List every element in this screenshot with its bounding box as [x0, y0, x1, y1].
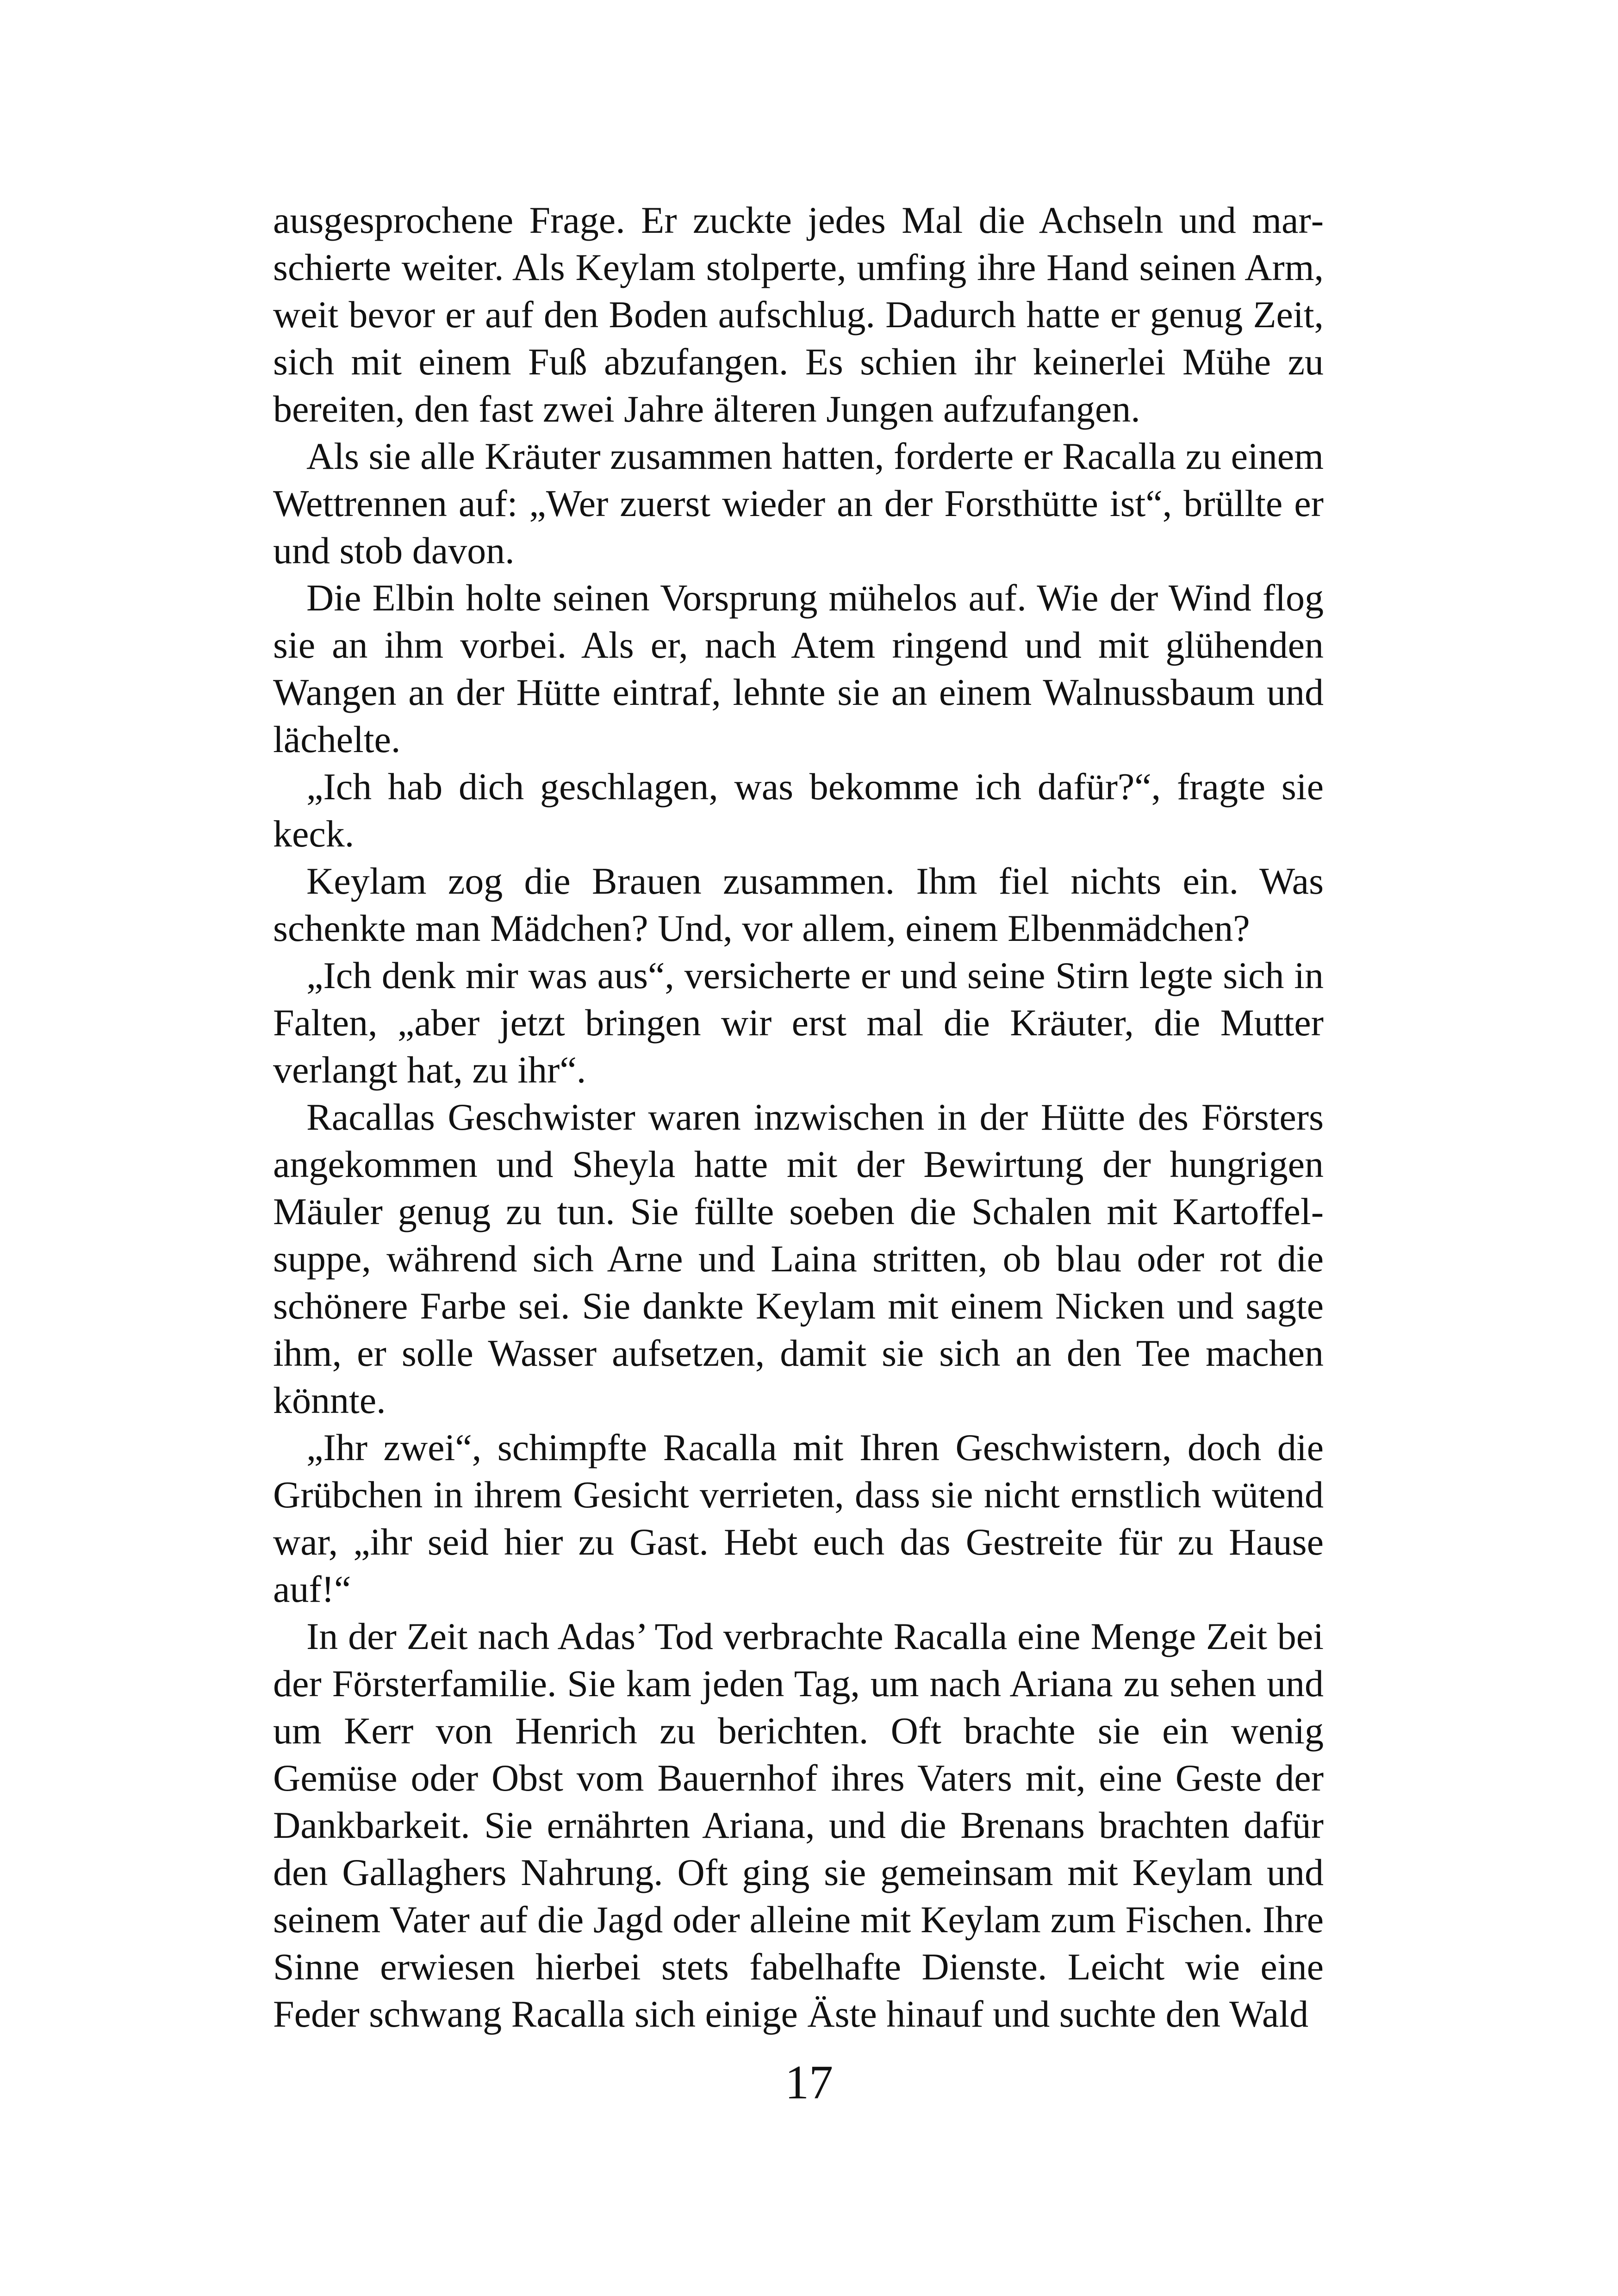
paragraph: Keylam zog die Brauen zusammen. Ihm fiel nichts ein. Was schenkte man Mädchen? Und, vor allem, einem Elbenmädchen?: [273, 860, 1324, 949]
paragraph: Racallas Geschwister waren inzwischen in der Hütte des Försters angekommen und Sheyla hatte mit der Bewirtung der hungrigen Mäuler genug zu tun. Sie füllte soeben die Schalen mit Kartoffelsuppe, während sich Arne und Laina stritten, ob blau oder rot die schönere Farbe sei. Sie dankte Keylam mit einem Nicken und sagte ihm, er solle Wasser aufsetzen, damit sie sich an den Tee machen könnte.: [273, 1096, 1324, 1421]
paragraph-continuation: ausgesprochene Frage. Er zuckte jedes Mal die Achseln und marschierte weiter. Als Keylam stolperte, umfing ihre Hand seinen Arm, weit bevor er auf den Boden aufschlug. Dadurch hatte er genug Zeit, sich mit einem Fuß abzufangen. Es schien ihr keinerlei Mühe zu bereiten, den fast zwei Jahre älteren Jungen aufzufangen.: [273, 199, 1324, 430]
paragraph: „Ich hab dich geschlagen, was bekomme ich dafür?“, fragte sie keck.: [273, 765, 1324, 855]
paragraph: Die Elbin holte seinen Vorsprung mühelos auf. Wie der Wind flog sie an ihm vorbei. Als er, nach Atem ringend und mit glühenden Wangen an der Hütte eintraf, lehnte sie an einem Walnussbaum und lächelte.: [273, 577, 1324, 760]
paragraph: „Ihr zwei“, schimpfte Racalla mit Ihren Geschwistern, doch die Grübchen in ihrem Gesicht verrieten, dass sie nicht ernstlich wütend war, „ihr seid hier zu Gast. Hebt euch das Gestreite für zu Hause auf!“: [273, 1426, 1324, 1610]
paragraph: Als sie alle Kräuter zusammen hatten, forderte er Racalla zu einem Wettrennen auf: „Wer zuerst wieder an der Forsthütte ist“, brüllte er und stob davon.: [273, 435, 1324, 572]
paragraph: „Ich denk mir was aus“, versicherte er und seine Stirn legte sich in Falten, „aber jetzt bringen wir erst mal die Kräuter, die Mutter verlangt hat, zu ihr“.: [273, 954, 1324, 1091]
body-text: [273, 197, 1324, 2038]
page-number: 17: [785, 2056, 833, 2109]
paragraph: In der Zeit nach Adas’ Tod verbrachte Racalla eine Menge Zeit bei der Försterfamilie. Sie kam jeden Tag, um nach Ariana zu sehen und um Kerr von Henrich zu berichten. Oft brachte sie ein wenig Gemüse oder Obst vom Bauernhof ihres Vaters mit, eine Geste der Dankbarkeit. Sie ernährten Ariana, und die Brenans brachten dafür den Gallaghers Nahrung. Oft ging sie gemeinsam mit Keylam und seinem Vater auf die Jagd oder alleine mit Keylam zum Fischen. Ihre Sinne erwiesen hierbei stets fabelhafte Dienste. Leicht wie eine Feder schwang Racalla sich einige Äste hinauf und suchte den Wald: [273, 1615, 1324, 2035]
